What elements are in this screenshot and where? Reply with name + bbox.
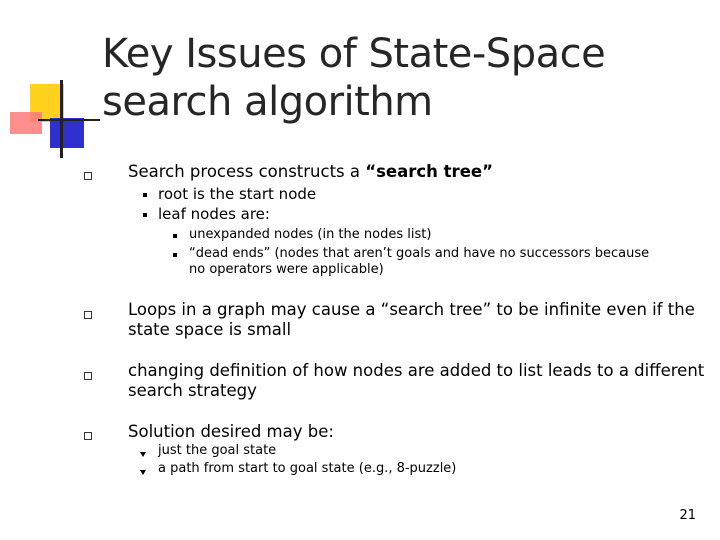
sub-bullet-goal-state: just the goal state [158, 443, 277, 458]
loops-line-2: state space is small [128, 320, 292, 339]
search-tree-emphasis: “search tree” [365, 162, 493, 181]
slide-title [102, 30, 692, 126]
hollow-square-bullet-icon [84, 372, 92, 380]
title-line-2: search algorithm [102, 79, 433, 125]
changing-line-1: changing definition of how nodes are added to list leads to a different [128, 361, 705, 380]
square-bullet-icon [143, 213, 147, 217]
dead-ends-line-2: no operators were applicable) [189, 262, 384, 277]
hollow-square-bullet-icon [84, 432, 92, 440]
logo-horizontal-line [38, 119, 100, 121]
bullet-text: Search process constructs a [128, 162, 366, 181]
page-number: 21 [679, 508, 696, 523]
sub-bullet-leaf-nodes: leaf nodes are: [158, 205, 270, 223]
square-bullet-icon [143, 193, 147, 197]
hollow-square-bullet-icon [84, 311, 92, 319]
logo-blue-square [50, 118, 84, 148]
logo-red-square [10, 112, 42, 134]
square-bullet-icon [173, 253, 177, 257]
square-bullet-icon [173, 234, 177, 238]
sub-bullet-root: root is the start node [158, 185, 317, 203]
hollow-square-bullet-icon [84, 172, 92, 180]
triangle-bullet-icon [140, 452, 146, 457]
changing-line-2: search strategy [128, 381, 257, 400]
dead-ends-line-1: “dead ends” (nodes that aren’t goals and have no successors because [189, 246, 650, 261]
bullet-search-process [128, 162, 493, 182]
subsub-bullet-unexpanded: unexpanded nodes (in the nodes list) [189, 227, 432, 242]
title-line-1: Key Issues of State-Space [102, 31, 606, 77]
bullet-changing-definition [128, 361, 704, 401]
triangle-bullet-icon [140, 470, 146, 475]
loops-line-1: Loops in a graph may cause a “search tree” to be infinite even if the [128, 300, 695, 319]
sub-bullet-path: a path from start to goal state (e.g., 8-puzzle) [158, 461, 457, 476]
bullet-loops [128, 300, 695, 340]
bullet-solution-desired: Solution desired may be: [128, 422, 334, 441]
subsub-bullet-dead-ends [189, 246, 649, 278]
